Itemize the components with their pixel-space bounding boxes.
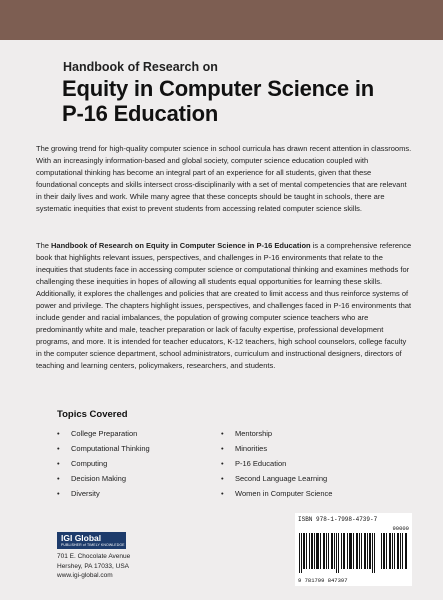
publisher-logo — [57, 532, 126, 549]
price-code: 90000 — [392, 525, 409, 532]
topic-item: • Minorities — [221, 441, 332, 456]
book-title-line-2: P-16 Education — [62, 101, 219, 126]
publisher-logo-tagline: PUBLISHER of TIMELY KNOWLEDGE — [61, 543, 125, 547]
topic-item: • Women in Computer Science — [221, 486, 332, 501]
publisher-address — [57, 552, 130, 581]
topic-item: • Computing — [57, 456, 150, 471]
ean-digits: 9 781799 847397 — [298, 577, 348, 584]
top-color-band — [0, 0, 443, 40]
description-paragraph-1: The growing trend for high-quality computer science in school curricula has drawn recent attention in classrooms. With an increasingly information-based and global society, computer science education coupled with computational thinking has become an integral part of an experience for all students, given that these foundational concepts and skills intersect cross-disciplinarily with a set of mental competencies that are relevant in their daily lives and work. While many agree that these concepts should be taught in schools, there are systematic inequities that exist to prevent students from accessing related computer science skills. — [36, 144, 412, 213]
topic-item: • College Preparation — [57, 426, 150, 441]
paragraph-2-body: is a comprehensive reference book that highlights relevant issues, perspectives, and challenges in P-16 environments that relate to the inequities that students face in accessing computer science or computational thinking and examines methods for challenging these inequities in hopes of allowing all students equal opportunities for learning these skills. Additionally, it explores the challenges and policies that are created to limit access and thus reinforce systems of power and privilege. The chapters highlight issues, perspectives, and challenges faced in P-16 environments that include gender and racial imbalances, the population of growing computer science teachers who are predominantly white and male, teacher preparation or lack of faculty expertise, professional development programs, and more. It is intended for teacher educators, K-12 teachers, high school counselors, college faculty in the computer science department, school administrators, curriculum and instructional designers, directors of teaching and learning centers, policymakers, researchers, and students. — [36, 241, 412, 370]
ean-barcode-bars — [299, 533, 377, 573]
paragraph-2-bold-title: Handbook of Research on Equity in Computer Science in P-16 Education — [51, 241, 311, 250]
address-line-2: Hershey, PA 17033, USA — [57, 562, 130, 570]
publisher-logo-name: IGI Global — [61, 533, 102, 543]
publisher-website: www.igi-global.com — [57, 572, 113, 579]
topic-item: • Mentorship — [221, 426, 332, 441]
topics-list-left — [57, 426, 150, 501]
topics-heading: Topics Covered — [57, 409, 128, 420]
address-line-1: 701 E. Chocolate Avenue — [57, 553, 131, 560]
addon-barcode-bars — [381, 533, 408, 569]
topic-item: • Second Language Learning — [221, 471, 332, 486]
isbn-label: ISBN 978-1-7998-4739-7 — [298, 516, 378, 523]
topic-item: • P-16 Education — [221, 456, 332, 471]
book-title-line-1: Equity in Computer Science in — [62, 76, 375, 101]
topic-item: • Decision Making — [57, 471, 150, 486]
paragraph-2-prefix: The — [36, 241, 52, 250]
isbn-barcode — [295, 513, 412, 586]
topics-list-right — [221, 426, 332, 501]
book-title — [62, 76, 374, 126]
topic-item: • Diversity — [57, 486, 150, 501]
topic-item: • Computational Thinking — [57, 441, 150, 456]
description-paragraph-2 — [36, 240, 414, 372]
series-title: Handbook of Research on — [63, 60, 218, 74]
